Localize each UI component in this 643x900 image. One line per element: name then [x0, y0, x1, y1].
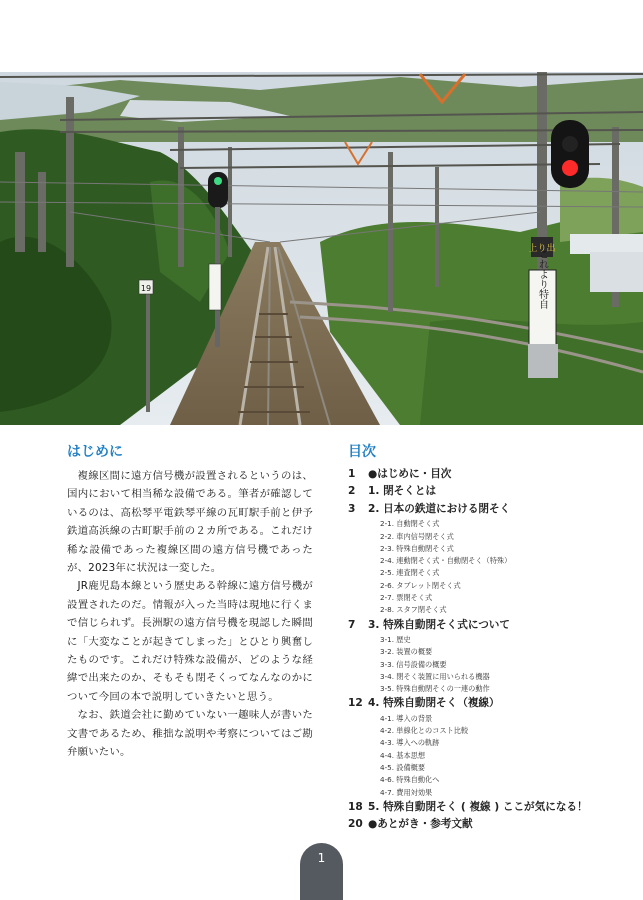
toc-sub-entry[interactable]: 2-3. 特殊自動閉そく式: [380, 543, 454, 553]
toc-page-number: 2: [348, 485, 356, 498]
toc-sub-entry[interactable]: 4-2. 単線化とのコスト比較: [380, 726, 469, 736]
toc-sub-entry[interactable]: 4-4. 基本思想: [380, 750, 426, 760]
toc-sub-entry[interactable]: 2-2. 車内信号閉そく式: [380, 531, 454, 541]
toc-page-number: 3: [348, 502, 356, 515]
sign-text: これより特自: [536, 249, 548, 309]
km-post-text: 19: [140, 284, 152, 293]
toc-sub-entry[interactable]: 2-8. スタフ閉そく式: [380, 605, 447, 615]
toc-title: ●はじめに・目次: [368, 468, 452, 480]
intro-heading: はじめに: [67, 444, 123, 460]
toc-page-number: 7: [348, 618, 356, 631]
toc-sub-entry[interactable]: 4-7. 費用対効果: [380, 787, 433, 797]
toc-entry[interactable]: [348, 466, 608, 483]
toc-sub-entry[interactable]: 4-5. 設備概要: [380, 763, 426, 773]
toc-page-number: 18: [348, 800, 363, 813]
intro-section: [67, 441, 313, 762]
toc-title: 2. 日本の鉄道における閉そく: [368, 502, 511, 515]
toc-sub-entry[interactable]: 2-7. 票閉そく式: [380, 593, 433, 602]
toc-sub-entry[interactable]: 2-1. 自動閉そく式: [380, 519, 440, 529]
toc-page-number: 1: [348, 468, 356, 480]
toc-sub-entry[interactable]: 2-4. 連動閉そく式・自動閉そく（特殊）: [380, 556, 512, 566]
toc-sub-entry[interactable]: 4-1. 導入の背景: [380, 713, 433, 723]
toc-entry[interactable]: [348, 816, 608, 833]
toc-sub-entry[interactable]: 3-1. 歴史: [380, 635, 411, 644]
railway-track-photo: [0, 72, 643, 425]
toc-title: 1. 閉そくとは: [368, 485, 437, 498]
toc-page-number: 12: [348, 697, 363, 710]
toc-sub-entry[interactable]: 4-6. 特殊自動化へ: [380, 775, 440, 785]
toc-page-number: 20: [348, 818, 363, 831]
toc-sub-entry[interactable]: 2-6. タブレット閉そく式: [380, 580, 461, 590]
toc-entry[interactable]: [348, 483, 608, 500]
toc-sub-entry[interactable]: 3-3. 信号設備の概要: [380, 659, 447, 669]
toc-sub-entry[interactable]: 2-5. 連査閉そく式: [380, 568, 440, 578]
toc-sub-entry[interactable]: 3-4. 閉そく装置に用いられる機器: [380, 671, 490, 681]
toc-entry[interactable]: [348, 501, 608, 518]
toc-title: 4. 特殊自動閉そく（複線）: [368, 697, 500, 710]
intro-paragraph: 複線区間に遠方信号機が設置されるというのは、国内において相当稀な設備である。筆者が確認しているのは、高松琴平電鉄琴平線の瓦町駅手前と伊予鉄道高浜線の古町駅手前の２カ所である。これだけ稀な設備であった複線区間の遠方信号機であったが、2023年に状況は一変した。: [67, 470, 313, 575]
table-of-contents: [348, 441, 608, 834]
sign-top-text: 上り出: [528, 244, 556, 254]
toc-entry[interactable]: [348, 695, 608, 712]
toc-title: 3. 特殊自動閉そく式について: [368, 618, 510, 631]
toc-heading: 目次: [348, 444, 376, 460]
cover-photo: [0, 72, 643, 425]
toc-sub-entry[interactable]: 3-5. 特殊自動閉そくの一連の動作: [380, 684, 490, 694]
toc-entry[interactable]: [348, 799, 608, 816]
toc-title: ●あとがき・参考文献: [368, 818, 473, 831]
toc-sub-entry[interactable]: 4-3. 導入への軌跡: [380, 738, 440, 748]
toc-title: 5. 特殊自動閉そく ( 複線 ) ここが気になる！: [368, 800, 588, 813]
intro-paragraph: JR鹿児島本線という歴史ある幹線に遠方信号機が設置されたのだ。情報が入った当時は現地に行くまで信じられず。長洲駅の遠方信号機を現認した瞬間に「大変なことが起きてしまった」とひとり興奮したものです。これだけ特殊な設備が、どのような経緯で出来たのか、そもそも閉そくってなんなのかについて今回の本で説明していきたいと思う。: [67, 580, 313, 703]
toc-sub-entry[interactable]: 3-2. 装置の概要: [380, 647, 433, 657]
toc-entry[interactable]: [348, 617, 608, 634]
page-number-tab: [300, 843, 343, 900]
toc-list: [348, 466, 608, 834]
intro-paragraph: なお、鉄道会社に勤めていない一趣味人が書いた文書であるため、稚拙な説明や考察についてはご勘弁願いたい。: [67, 709, 313, 759]
page-number: 1: [317, 851, 326, 865]
